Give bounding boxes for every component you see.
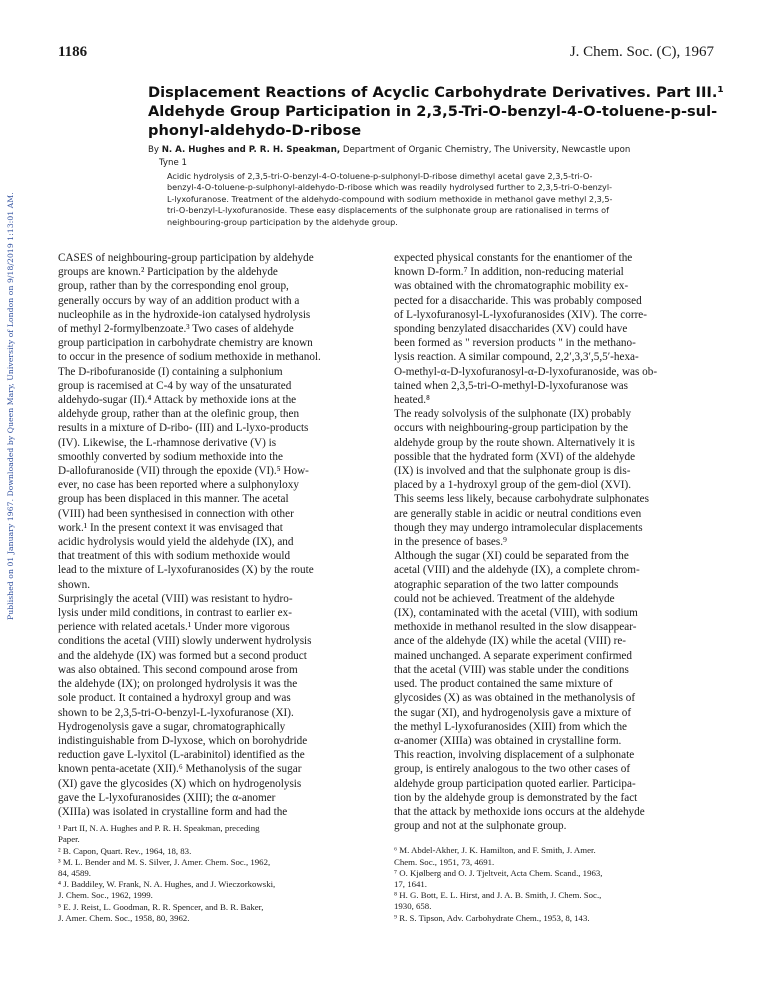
body-text-line: The ready solvolysis of the sulphonate (IX) probably (394, 408, 632, 421)
body-text-line: that treatment of this with sodium methoxide would (58, 550, 291, 563)
left-column (58, 251, 380, 924)
body-text-line: groups are known.² Participation by the aldehyde (58, 266, 278, 279)
body-text-line: perience with related acetals.¹ Under more vigorous (58, 621, 290, 634)
body-text-line: of L-lyxofuranosyl-L-lyxofuranosides (XIV). The corre- (394, 308, 647, 321)
body-text-line: though they may undergo intramolecular displacements (394, 521, 643, 534)
body-text-line: (XI) gave the glycosides (X) which on hydrogenolysis (58, 777, 302, 790)
body-text-line: used. The product contained the same mixture of (394, 678, 613, 691)
body-text-line: ance of the aldehyde (IX) while the acetal (VIII) re- (394, 635, 627, 648)
footnote-line: ⁷ O. Kjølberg and O. J. Tjeltveit, Acta Chem. Scand., 1963, (394, 867, 603, 878)
body-text-line: occurs with neighbouring-group participation by the (394, 422, 628, 435)
footnote-line: ⁸ H. G. Bott, E. L. Hirst, and J. A. B. Smith, J. Chem. Soc., (394, 890, 602, 901)
body-text-line: glycosides (X) as was obtained in the methanolysis of (394, 692, 636, 705)
body-text-line: placed by a 1-hydroxyl group of the gem-diol (XVI). (394, 479, 632, 492)
footnote-line: ⁹ R. S. Tipson, Adv. Carbohydrate Chem., 1953, 8, 143. (394, 912, 590, 923)
body-text-line: This seems less likely, because carbohydrate sulphonates (394, 493, 649, 506)
body-text-line: was also obtained. This second compound arose from (58, 663, 298, 676)
body-text-line: of methyl 2-formylbenzoate.³ Two cases of aldehyde (58, 323, 294, 336)
body-text-line: heated.⁸ (394, 394, 430, 407)
download-notice-text: Published on 01 January 1967. Downloaded by Queen Mary, University of London on 9/18/2019 1:13:01 AM. (6, 192, 15, 620)
footnote-line: 17, 1641. (394, 878, 427, 889)
body-text-line: conditions the acetal (VIII) slowly underwent hydrolysis (58, 635, 312, 648)
body-text-line: (XIIIa) was isolated in crystalline form and had the (58, 805, 288, 818)
body-text-line: aldehyde group by the route shown. Alternatively it is (394, 436, 635, 449)
journal-reference: J. Chem. Soc. (C), 1967 (569, 44, 714, 60)
title-line: phonyl-aldehydo-D-ribose (148, 122, 362, 139)
body-text-line: pected for a disaccharide. This was probably composed (394, 294, 642, 307)
body-text-line: results in a mixture of D-ribo- (III) and L-lyxo-products (58, 422, 309, 435)
footnote-line: 84, 4589. (58, 867, 91, 878)
abstract (167, 171, 715, 228)
body-text-line: indistinguishable from D-lyxose, which on borohydride (58, 734, 308, 747)
body-text-line: in the presence of bases.⁹ (394, 536, 507, 549)
body-text-line: the methyl L-lyxofuranosides (XIII) from which the (394, 720, 628, 733)
body-text-line: Hydrogenolysis gave a sugar, chromatographically (58, 720, 286, 733)
right-column (394, 251, 716, 924)
body-text-line: lysis under mild conditions, in contrast to earlier ex- (58, 607, 292, 620)
body-text-line: sole product. It contained a hydroxyl group and was (58, 692, 291, 705)
page-header (58, 44, 714, 64)
footnote-line: J. Amer. Chem. Soc., 1958, 80, 3962. (58, 912, 190, 923)
download-notice (5, 150, 17, 620)
author-prefix: By (148, 145, 159, 155)
footnote-line: Chem. Soc., 1951, 73, 4691. (394, 856, 495, 867)
body-text-line: group participation in carbohydrate chemistry are known (58, 337, 313, 350)
body-text-line: The D-ribofuranoside (I) containing a sulphonium (58, 365, 283, 378)
body-text-line: Although the sugar (XI) could be separated from the (394, 550, 629, 563)
author-block (148, 144, 718, 169)
body-text-line: expected physical constants for the enantiomer of the (394, 252, 633, 264)
body-text-line: reduction gave L-lyxitol (L-arabinitol) identified as the (58, 749, 305, 762)
body-text-line: This reaction, involving displacement of a sulphonate (394, 749, 635, 762)
body-text-line: mained unchanged. A separate experiment confirmed (394, 649, 632, 662)
article-title (148, 83, 724, 140)
title-line: Displacement Reactions of Acyclic Carbohydrate Derivatives. Part III.¹ (148, 84, 724, 101)
body-text-line: group, is entirely analogous to the two other cases of (394, 763, 631, 776)
body-text-line: known penta-acetate (XII).⁶ Methanolysis of the sugar (58, 763, 302, 776)
body-text-line: known D-form.⁷ In addition, non-reducing material (394, 266, 624, 279)
body-text-line: (VIII) had been synthesised in connection with other (58, 507, 294, 520)
title-line: Aldehyde Group Participation in 2,3,5-Tri-O-benzyl-4-O-toluene-p-sul- (148, 103, 718, 120)
author-line (148, 144, 718, 157)
footnote-line: ³ M. L. Bender and M. S. Silver, J. Amer. Chem. Soc., 1962, (58, 856, 271, 867)
affiliation: Department of Organic Chemistry, The University, Newcastle upon (340, 145, 631, 155)
body-text-line: that the attack by methoxide ions occurs at the aldehyde (394, 805, 645, 818)
abstract-line: tri-O-benzyl-L-lyxofuranoside. These easy displacements of the sulphonate group are rationalised in terms of (167, 205, 609, 216)
author-names: N. A. Hughes and P. R. H. Speakman, (161, 145, 341, 155)
body-text-line: shown. (58, 578, 91, 591)
body-text-line: group, rather than by the corresponding enol group, (58, 280, 289, 293)
body-text-line: acetal (VIII) and the aldehyde (IX), a complete chrom- (394, 564, 640, 577)
body-text-line: ever, no case has been reported where a sulphonyloxy (58, 479, 299, 492)
body-text-line: work.¹ In the present context it was envisaged that (58, 521, 283, 534)
right-column-body (394, 251, 716, 833)
body-text-line: to occur in the presence of sodium methoxide in methanol. (58, 351, 321, 364)
body-text-line: lead to the mixture of L-lyxofuranosides (X) by the route (58, 564, 314, 577)
body-text-line: (IX) is involved and that the sulphonate group is dis- (394, 465, 631, 478)
abstract-line: L-lyxofuranose. Treatment of the aldehydo-compound with sodium methoxide in methanol gave methyl 2,3,5- (167, 193, 613, 204)
abstract-line: neighbouring-group participation by the aldehyde group. (167, 216, 398, 227)
body-text-line: generally occurs by way of an addition product with a (58, 294, 300, 307)
footnote-line: Paper. (58, 834, 80, 845)
body-text-line: CASES of neighbouring-group participation by aldehyde (58, 252, 314, 264)
footnote-line: J. Chem. Soc., 1962, 1999. (58, 890, 153, 901)
body-text-line: acidic hydrolysis would yield the aldehyde (IX), and (58, 536, 294, 549)
body-text-line: (IX), contaminated with the acetal (VIII), with sodium (394, 607, 638, 620)
footnote-line: ⁶ M. Abdel-Akher, J. K. Hamilton, and F. Smith, J. Amer. (394, 845, 596, 856)
body-text-line: the aldehyde (IX); on prolonged hydrolysis it was the (58, 678, 298, 691)
footnote-line: ¹ Part II, N. A. Hughes and P. R. H. Speakman, preceding (58, 823, 260, 834)
page-number: 1186 (58, 44, 88, 60)
body-text-line: been formed as " reversion products " in the methano- (394, 337, 636, 350)
footnotes-right (394, 845, 716, 923)
body-text-line: aldehyde group, rather than at the olefinic group, then (58, 408, 300, 421)
footnote-line: ² B. Capon, Quart. Rev., 1964, 18, 83. (58, 845, 192, 856)
body-text-line: group is racemised at C-4 by way of the unsaturated (58, 379, 292, 392)
footnotes-left (58, 823, 380, 924)
body-text-line: gave the L-lyxofuranosides (XIII); the α-anomer (58, 791, 276, 804)
body-text-line: methoxide in methanol resulted in the slow disappear- (394, 621, 637, 634)
footnote-line: ⁵ E. J. Reist, L. Goodman, R. R. Spencer, and B. R. Baker, (58, 901, 264, 912)
body-text-line: tained when 2,3,5-tri-O-methyl-D-lyxofuranose was (394, 379, 628, 392)
body-text-line: could not be achieved. Treatment of the aldehyde (394, 592, 615, 605)
affiliation-continued: Tyne 1 (159, 157, 187, 168)
body-text-line: aldehyde group participation quoted earlier. Participa- (394, 777, 636, 790)
body-text-line: are generally stable in acidic or neutral conditions even (394, 507, 642, 520)
left-column-body (58, 251, 380, 819)
body-text-line: (IV). Likewise, the L-rhamnose derivative (V) is (58, 436, 277, 449)
body-text-line: possible that the hydrated form (XVI) of the aldehyde (394, 450, 636, 463)
body-text-line: tion by the aldehyde group is demonstrated by the fact (394, 791, 638, 804)
body-text-line: shown to be 2,3,5-tri-O-benzyl-L-lyxofuranose (XI). (58, 706, 294, 719)
body-text-line: atographic separation of the two latter compounds (394, 578, 619, 591)
body-text-line: O-methyl-α-D-lyxofuranosyl-α-D-lyxofuranoside, was ob- (394, 365, 658, 378)
body-text-line: sponding benzylated disaccharides (XV) could have (394, 323, 628, 336)
body-text-line: group and not at the sulphonate group. (394, 820, 567, 833)
body-text-line: the sugar (XI), and hydrogenolysis gave a mixture of (394, 706, 632, 719)
body-text-line: group has been displaced in this manner. The acetal (58, 493, 289, 506)
body-text-line: nucleophile as in the hydroxide-ion catalysed hydrolysis (58, 308, 311, 321)
body-text-line: D-allofuranoside (VII) through the epoxide (VI).⁵ How- (58, 465, 309, 478)
body-text-line: and the aldehyde (IX) was formed but a second product (58, 649, 307, 662)
footnote-line: 1930, 658. (394, 901, 432, 912)
body-text-line: lysis reaction. A similar compound, 2,2′,3,3′,5,5′-hexa- (394, 351, 639, 364)
body-text-line: aldehydo-sugar (II).⁴ Attack by methoxide ions at the (58, 394, 297, 407)
footnote-line: ⁴ J. Baddiley, W. Frank, N. A. Hughes, and J. Wieczorkowski, (58, 879, 276, 890)
abstract-line: Acidic hydrolysis of 2,3,5-tri-O-benzyl-4-O-toluene-p-sulphonyl-D-ribose dimethyl acetal gave 2,3,5-tri-O- (167, 171, 593, 181)
body-text-line: that the acetal (VIII) was stable under the conditions (394, 663, 629, 676)
abstract-line: benzyl-4-O-toluene-p-sulphonyl-aldehydo-D-ribose which was readily hydrolysed further to 2,3,5-tri-O-benzyl- (167, 182, 613, 193)
body-text-line: Surprisingly the acetal (VIII) was resistant to hydro- (58, 592, 293, 605)
body-text-line: was obtained with the chromatographic mobility ex- (394, 280, 629, 293)
body-text-line: smoothly converted by sodium methoxide into the (58, 450, 283, 463)
body-text-line: α-anomer (XIIIa) was obtained in crystalline form. (394, 734, 622, 747)
